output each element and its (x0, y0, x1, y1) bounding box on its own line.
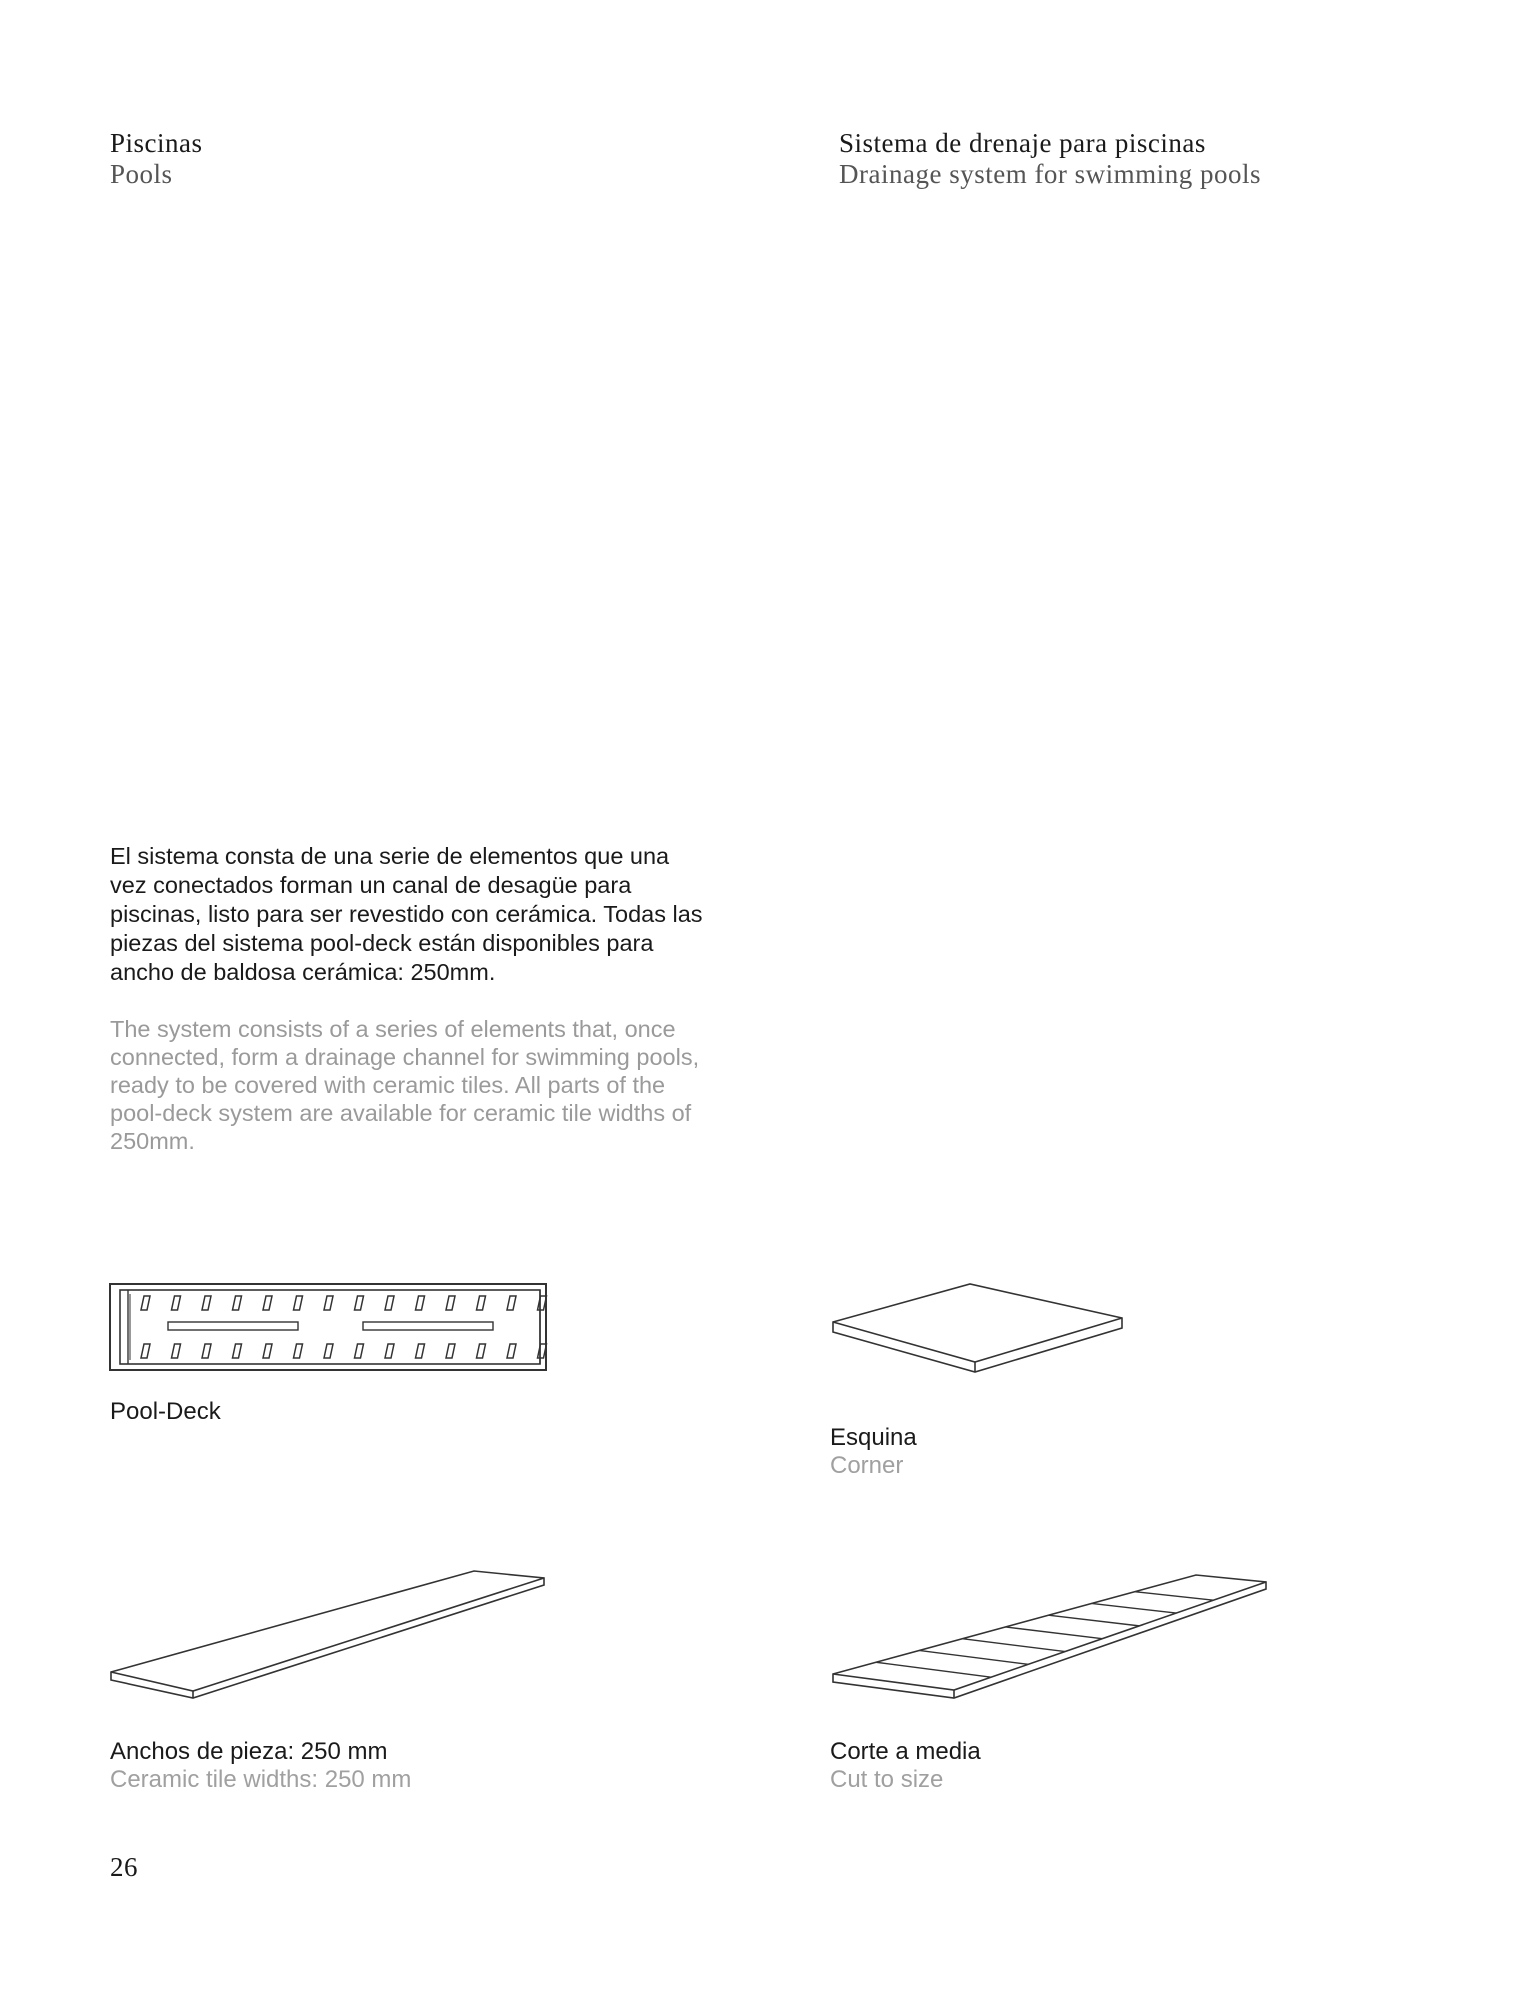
drain-slot (294, 1296, 303, 1310)
corner-drawing (830, 1278, 1130, 1384)
drain-slot (324, 1296, 333, 1310)
drain-slot (172, 1344, 181, 1358)
drain-slot (202, 1344, 211, 1358)
corner-label-es: Esquina (830, 1424, 917, 1451)
pool-deck-caption (110, 1398, 221, 1426)
drain-slot (263, 1344, 272, 1358)
drain-slot (507, 1344, 516, 1358)
tile-width-label-en: Ceramic tile widths: 250 mm (110, 1766, 412, 1793)
drain-slot (507, 1296, 516, 1310)
corner-caption (830, 1424, 917, 1480)
corner-label-en: Corner (830, 1452, 904, 1479)
pool-deck-label: Pool-Deck (110, 1398, 221, 1425)
subsection-title-es: Sistema de drenaje para piscinas (839, 128, 1206, 158)
drain-slot (263, 1296, 272, 1310)
drain-slot (172, 1296, 181, 1310)
intro-block (110, 842, 710, 1155)
cut-to-size-drawing (830, 1572, 1270, 1702)
drain-slot (294, 1344, 303, 1358)
tile-width-drawing (108, 1568, 548, 1702)
drain-slot (233, 1344, 242, 1358)
intro-text-es: El sistema consta de una serie de elementos que una vez conectados forman un canal de desagüe para piscinas, listo para ser revestido con cerámica. Todas las piezas del sistema pool-deck están disponibles para ancho de baldosa cerámica: 250mm. (110, 843, 703, 985)
intro-text-en: The system consists of a series of elements that, once connected, form a drainage channel for swimming pools, ready to be covered with ceramic tiles. All parts of the pool-deck system are available for ceramic tile widths of 250mm. (110, 1016, 700, 1154)
drain-slot (385, 1344, 394, 1358)
drain-slot (385, 1296, 394, 1310)
drain-slot (477, 1296, 486, 1310)
drain-slot (202, 1296, 211, 1310)
drain-slot (416, 1296, 425, 1310)
section-header-right (839, 128, 1261, 190)
cut-to-size-label-en: Cut to size (830, 1766, 944, 1793)
tile-width-caption (110, 1738, 411, 1794)
cut-to-size-caption (830, 1738, 981, 1794)
section-header-left (110, 128, 203, 190)
drain-slot (141, 1344, 150, 1358)
page-number: 26 (110, 1852, 138, 1882)
drain-slot (324, 1344, 333, 1358)
tile-width-label-es: Anchos de pieza: 250 mm (110, 1738, 388, 1765)
cut-to-size-label-es: Corte a media (830, 1738, 981, 1765)
section-title-es: Piscinas (110, 128, 203, 158)
drain-slot (446, 1296, 455, 1310)
drain-slot (477, 1344, 486, 1358)
subsection-title-en: Drainage system for swimming pools (839, 159, 1261, 189)
drain-slot (446, 1344, 455, 1358)
drain-slot (355, 1344, 364, 1358)
drain-slot (141, 1296, 150, 1310)
drain-slot (416, 1344, 425, 1358)
pool-deck-drawing (108, 1282, 548, 1374)
drain-slot (233, 1296, 242, 1310)
section-title-en: Pools (110, 159, 173, 189)
drain-slot (355, 1296, 364, 1310)
